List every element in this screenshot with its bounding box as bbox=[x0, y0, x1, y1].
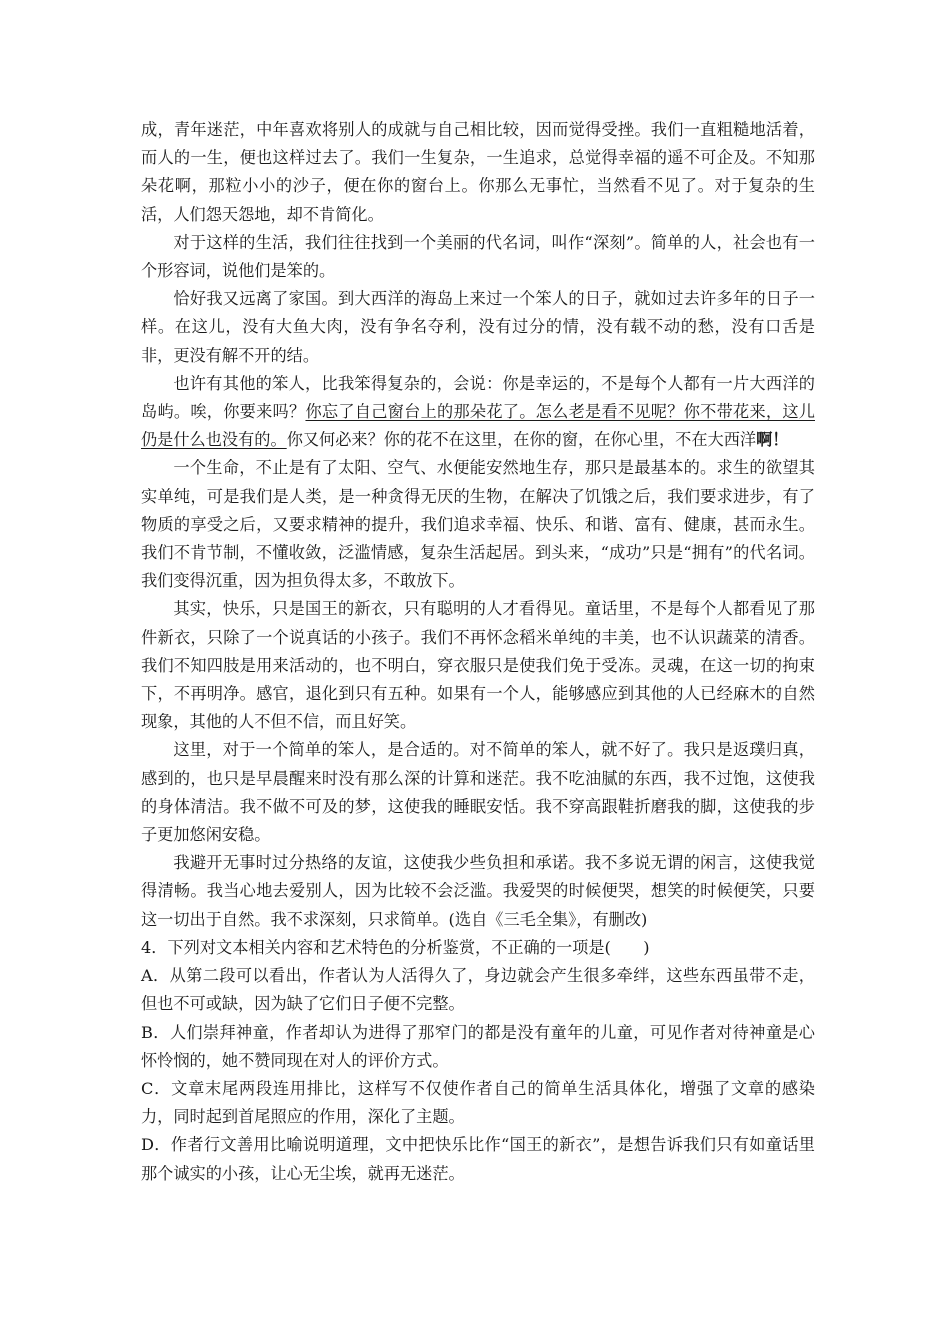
p4-text-before: 也许有其他的笨人，比我笨得复杂的，会说：你是幸运的，不是每个人都有一片大西洋的岛屿。唉，你要来吗？ bbox=[141, 373, 815, 422]
option-d[interactable]: D．作者行文善用比喻说明道理，文中把快乐比作“国王的新衣”，是想告诉我们只有如童话里那个诚实的小孩，让心无尘埃，就再无迷茫。 bbox=[141, 1135, 815, 1183]
underlined-sentence: 你忘了自己窗台上的那朵花了。怎么老是看不见呢？你不带花来，这儿仍是什么也没有的。 bbox=[141, 402, 815, 450]
p4-text-after: 你又何必来？你的花不在这里，在你的窗，在你心里，不在大西洋 bbox=[286, 430, 757, 450]
option-a[interactable]: A．从第二段可以看出，作者认为人活得久了，身边就会产生很多牵绊，这些东西虽带不走，但也不可或缺，因为缺了它们日子便不完整。 bbox=[141, 966, 815, 1014]
paragraph-8: 我避开无事时过分热络的友谊，这使我少些负担和承诺。我不多说无谓的闲言，这使我觉得清畅。我当心地去爱别人，因为比较不会泛滥。我爱哭的时候便哭，想笑的时候便笑，只要这一切出于自然。我不求深刻，只求简单。(选自《三毛全集》，有删改) bbox=[141, 853, 815, 929]
paragraph-3: 恰好我又远离了家国。到大西洋的海岛上来过一个笨人的日子，就如过去许多年的日子一样。在这儿，没有大鱼大肉，没有争名夺利，没有过分的情，没有载不动的愁，没有口舌是非，更没有解不开的结。 bbox=[141, 289, 815, 365]
p4-ending: 啊！ bbox=[756, 430, 789, 450]
paragraph-5: 一个生命，不止是有了太阳、空气、水便能安然地生存，那只是最基本的。求生的欲望其实单纯，可是我们是人类，是一种贪得无厌的生物，在解决了饥饿之后，我们要求进步，有了物质的享受之后，又要求精神的提升，我们追求幸福、快乐、和谐、富有、健康，甚而永生。我们不肯节制，不懂收敛，泛滥情感，复杂生活起居。到头来，“成功”只是“拥有”的代名词。我们变得沉重，因为担负得太多，不敢放下。 bbox=[141, 458, 815, 591]
paragraph-7: 这里，对于一个简单的笨人，是合适的。对不简单的笨人，就不好了。我只是返璞归真，感到的，也只是早晨醒来时没有那么深的计算和迷茫。我不吃油腻的东西，我不过饱，这使我的身体清洁。我不做不可及的梦，这使我的睡眠安恬。我不穿高跟鞋折磨我的脚，这使我的步子更加悠闲安稳。 bbox=[141, 740, 815, 845]
option-c[interactable]: C．文章末尾两段连用排比，这样写不仅使作者自己的简单生活具体化，增强了文章的感染力，同时起到首尾照应的作用，深化了主题。 bbox=[141, 1078, 815, 1127]
paragraph-6: 其实，快乐，只是国王的新衣，只有聪明的人才看得见。童话里，不是每个人都看见了那件新衣，只除了一个说真话的小孩子。我们不再怀念稻米单纯的丰美，也不认识蔬菜的清香。我们不知四肢是用来活动的，也不明白，穿衣服只是使我们免于受冻。灵魂，在这一切的拘束下，不再明净。感官，退化到只有五种。如果有一个人，能够感应到其他的人已经麻木的自然现象，其他的人不但不信，而且好笑。 bbox=[141, 599, 815, 732]
paragraph-2: 对于这样的生活，我们往往找到一个美丽的代名词，叫作“深刻”。简单的人，社会也有一个形容词，说他们是笨的。 bbox=[141, 232, 815, 281]
question-stem: 4．下列对文本相关内容和艺术特色的分析鉴赏，不正确的一项是( ) bbox=[141, 937, 650, 957]
document-page bbox=[141, 116, 815, 1188]
paragraph-1: 成，青年迷茫，中年喜欢将别人的成就与自己相比较，因而觉得受挫。我们一直粗糙地活着，而人的一生，便也这样过去了。我们一生复杂，一生追求，总觉得幸福的遥不可企及。不知那朵花啊，那粒小小的沙子，便在你的窗台上。你那么无事忙，当然看不见了。对于复杂的生活，人们怨天怨地，却不肯简化。 bbox=[141, 120, 815, 224]
option-b[interactable]: B．人们崇拜神童，作者却认为进得了那窄门的都是没有童年的儿童，可见作者对待神童是心怀怜悯的，她不赞同现在对人的评价方式。 bbox=[141, 1022, 815, 1070]
paragraph-4 bbox=[141, 370, 815, 455]
